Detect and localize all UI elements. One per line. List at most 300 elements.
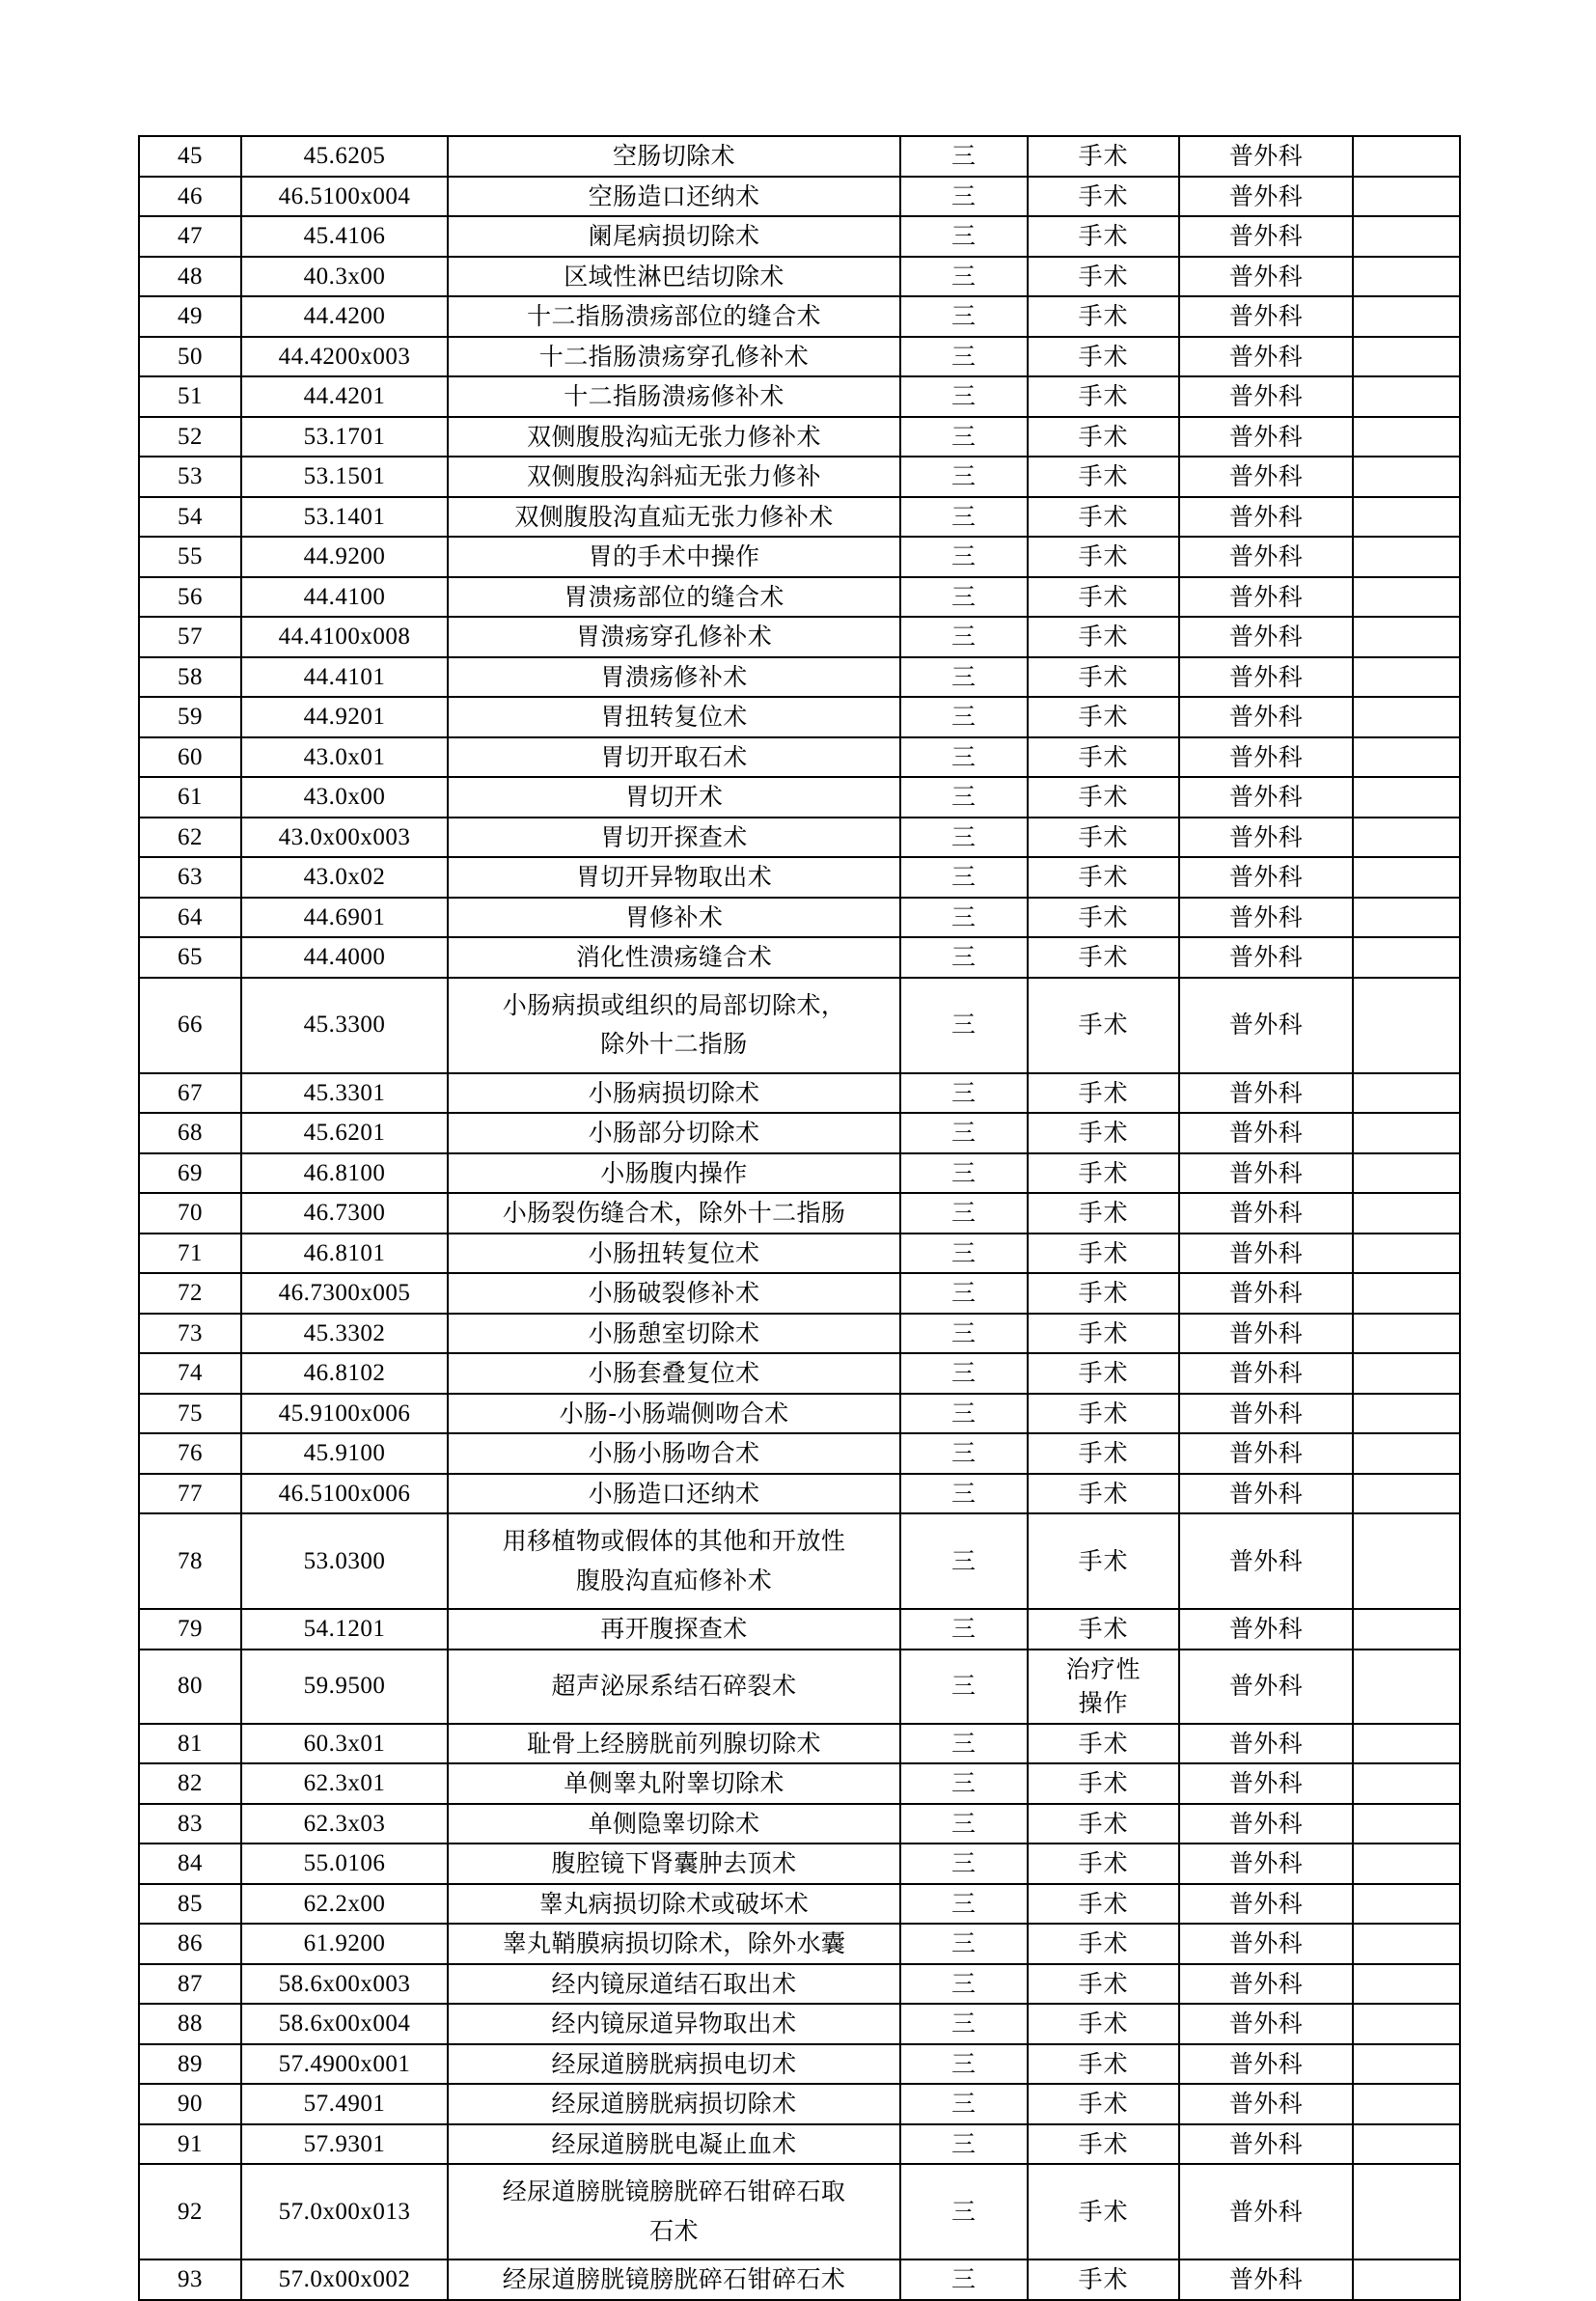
table-row	[139, 1273, 1460, 1314]
procedure-grade-cell: 三	[900, 376, 1028, 417]
procedure-type-cell: 治疗性 操作	[1028, 1650, 1179, 1724]
procedure-name-cell: 小肠部分切除术	[448, 1113, 900, 1153]
procedure-type-cell: 手术	[1028, 296, 1179, 337]
procedure-type-cell: 手术	[1028, 1353, 1179, 1394]
row-index-cell: 64	[139, 898, 241, 938]
remarks-cell	[1353, 978, 1460, 1073]
procedure-name-cell: 小肠裂伤缝合术，除外十二指肠	[448, 1193, 900, 1234]
procedure-type-cell: 手术	[1028, 1804, 1179, 1844]
remarks-cell	[1353, 1353, 1460, 1394]
remarks-cell	[1353, 177, 1460, 217]
department-cell: 普外科	[1179, 1763, 1353, 1804]
procedure-name-cell: 区域性淋巴结切除术	[448, 257, 900, 297]
procedure-type-cell: 手术	[1028, 1394, 1179, 1434]
table-row	[139, 818, 1460, 858]
table-row	[139, 1193, 1460, 1234]
procedure-grade-cell: 三	[900, 257, 1028, 297]
procedure-code-cell: 57.4900x001	[241, 2044, 448, 2085]
procedure-name-cell: 经内镜尿道结石取出术	[448, 1964, 900, 2005]
procedure-code-cell: 40.3x00	[241, 257, 448, 297]
row-index-cell: 87	[139, 1964, 241, 2005]
procedure-type-cell: 手术	[1028, 2259, 1179, 2300]
procedure-type-cell: 手术	[1028, 978, 1179, 1073]
procedure-type-cell: 手术	[1028, 1844, 1179, 1884]
table-row	[139, 2164, 1460, 2259]
procedure-grade-cell: 三	[900, 857, 1028, 898]
remarks-cell	[1353, 1964, 1460, 2005]
procedure-grade-cell: 三	[900, 2124, 1028, 2165]
table-row	[139, 1513, 1460, 1609]
row-index-cell: 78	[139, 1513, 241, 1609]
remarks-cell	[1353, 898, 1460, 938]
procedure-type-cell: 手术	[1028, 777, 1179, 818]
procedure-name-cell: 用移植物或假体的其他和开放性 腹股沟直疝修补术	[448, 1513, 900, 1609]
procedure-code-cell: 61.9200	[241, 1924, 448, 1964]
department-cell: 普外科	[1179, 1474, 1353, 1514]
table-row	[139, 1474, 1460, 1514]
procedure-grade-cell: 三	[900, 537, 1028, 577]
department-cell: 普外科	[1179, 1394, 1353, 1434]
procedure-grade-cell: 三	[900, 1609, 1028, 1650]
procedure-type-cell: 手术	[1028, 737, 1179, 778]
row-index-cell: 48	[139, 257, 241, 297]
procedure-name-cell: 经尿道膀胱病损切除术	[448, 2084, 900, 2124]
procedure-type-cell: 手术	[1028, 1193, 1179, 1234]
table-row	[139, 1394, 1460, 1434]
procedure-name-cell: 阑尾病损切除术	[448, 216, 900, 257]
remarks-cell	[1353, 497, 1460, 538]
remarks-cell	[1353, 457, 1460, 497]
procedure-code-cell: 43.0x00x003	[241, 818, 448, 858]
procedure-code-cell: 45.9100x006	[241, 1394, 448, 1434]
procedure-type-cell: 手术	[1028, 2164, 1179, 2259]
table-row	[139, 417, 1460, 457]
procedure-name-cell: 空肠切除术	[448, 136, 900, 177]
remarks-cell	[1353, 1394, 1460, 1434]
procedure-grade-cell: 三	[900, 417, 1028, 457]
procedure-type-cell: 手术	[1028, 457, 1179, 497]
procedure-type-cell: 手术	[1028, 2004, 1179, 2044]
procedure-name-cell: 单侧睾丸附睾切除术	[448, 1763, 900, 1804]
row-index-cell: 74	[139, 1353, 241, 1394]
procedure-type-cell: 手术	[1028, 657, 1179, 698]
procedure-grade-cell: 三	[900, 216, 1028, 257]
department-cell: 普外科	[1179, 1433, 1353, 1474]
table-row	[139, 2124, 1460, 2165]
procedure-name-cell: 经尿道膀胱镜膀胱碎石钳碎石取 石术	[448, 2164, 900, 2259]
procedure-grade-cell: 三	[900, 1763, 1028, 1804]
procedure-grade-cell: 三	[900, 617, 1028, 657]
procedure-grade-cell: 三	[900, 1273, 1028, 1314]
department-cell: 普外科	[1179, 1609, 1353, 1650]
department-cell: 普外科	[1179, 1314, 1353, 1354]
department-cell: 普外科	[1179, 457, 1353, 497]
department-cell: 普外科	[1179, 1964, 1353, 2005]
procedure-name-cell: 小肠病损或组织的局部切除术， 除外十二指肠	[448, 978, 900, 1073]
procedure-type-cell: 手术	[1028, 1924, 1179, 1964]
row-index-cell: 76	[139, 1433, 241, 1474]
row-index-cell: 45	[139, 136, 241, 177]
procedure-code-cell: 53.0300	[241, 1513, 448, 1609]
procedure-grade-cell: 三	[900, 577, 1028, 618]
procedure-code-cell: 46.8102	[241, 1353, 448, 1394]
row-index-cell: 90	[139, 2084, 241, 2124]
table-row	[139, 457, 1460, 497]
procedure-name-cell: 超声泌尿系结石碎裂术	[448, 1650, 900, 1724]
procedure-grade-cell: 三	[900, 1433, 1028, 1474]
procedure-code-cell: 46.8101	[241, 1234, 448, 1274]
row-index-cell: 82	[139, 1763, 241, 1804]
row-index-cell: 53	[139, 457, 241, 497]
procedure-code-cell: 46.5100x006	[241, 1474, 448, 1514]
procedure-code-cell: 58.6x00x003	[241, 1964, 448, 2005]
procedure-table	[138, 135, 1461, 2301]
procedure-grade-cell: 三	[900, 777, 1028, 818]
table-row	[139, 1073, 1460, 1114]
procedure-type-cell: 手术	[1028, 537, 1179, 577]
procedure-code-cell: 45.4106	[241, 216, 448, 257]
row-index-cell: 54	[139, 497, 241, 538]
table-row	[139, 1153, 1460, 1194]
department-cell: 普外科	[1179, 1844, 1353, 1884]
department-cell: 普外科	[1179, 177, 1353, 217]
procedure-name-cell: 经内镜尿道异物取出术	[448, 2004, 900, 2044]
procedure-code-cell: 62.3x03	[241, 1804, 448, 1844]
procedure-grade-cell: 三	[900, 1474, 1028, 1514]
department-cell: 普外科	[1179, 577, 1353, 618]
remarks-cell	[1353, 376, 1460, 417]
procedure-grade-cell: 三	[900, 177, 1028, 217]
procedure-code-cell: 46.7300x005	[241, 1273, 448, 1314]
procedure-code-cell: 57.9301	[241, 2124, 448, 2165]
procedure-grade-cell: 三	[900, 1073, 1028, 1114]
remarks-cell	[1353, 657, 1460, 698]
table-row	[139, 777, 1460, 818]
row-index-cell: 71	[139, 1234, 241, 1274]
procedure-name-cell: 胃的手术中操作	[448, 537, 900, 577]
procedure-code-cell: 44.6901	[241, 898, 448, 938]
procedure-grade-cell: 三	[900, 2044, 1028, 2085]
procedure-name-cell: 睾丸鞘膜病损切除术，除外水囊	[448, 1924, 900, 1964]
procedure-grade-cell: 三	[900, 1724, 1028, 1764]
table-row	[139, 376, 1460, 417]
procedure-code-cell: 44.9200	[241, 537, 448, 577]
row-index-cell: 49	[139, 296, 241, 337]
procedure-type-cell: 手术	[1028, 417, 1179, 457]
department-cell: 普外科	[1179, 737, 1353, 778]
procedure-name-cell: 十二指肠溃疡修补术	[448, 376, 900, 417]
procedure-name-cell: 小肠造口还纳术	[448, 1474, 900, 1514]
procedure-name-cell: 小肠小肠吻合术	[448, 1433, 900, 1474]
row-index-cell: 85	[139, 1884, 241, 1925]
procedure-type-cell: 手术	[1028, 1724, 1179, 1764]
procedure-type-cell: 手术	[1028, 1113, 1179, 1153]
procedure-grade-cell: 三	[900, 697, 1028, 737]
remarks-cell	[1353, 1724, 1460, 1764]
procedure-name-cell: 胃切开异物取出术	[448, 857, 900, 898]
department-cell: 普外科	[1179, 898, 1353, 938]
procedure-name-cell: 十二指肠溃疡部位的缝合术	[448, 296, 900, 337]
procedure-type-cell: 手术	[1028, 177, 1179, 217]
table-row	[139, 1433, 1460, 1474]
remarks-cell	[1353, 417, 1460, 457]
table-row	[139, 1650, 1460, 1724]
remarks-cell	[1353, 1073, 1460, 1114]
row-index-cell: 57	[139, 617, 241, 657]
procedure-grade-cell: 三	[900, 1844, 1028, 1884]
table-row	[139, 2259, 1460, 2300]
procedure-type-cell: 手术	[1028, 1234, 1179, 1274]
department-cell: 普外科	[1179, 1193, 1353, 1234]
procedure-grade-cell: 三	[900, 2004, 1028, 2044]
remarks-cell	[1353, 737, 1460, 778]
procedure-type-cell: 手术	[1028, 1884, 1179, 1925]
row-index-cell: 46	[139, 177, 241, 217]
remarks-cell	[1353, 1193, 1460, 1234]
procedure-name-cell: 腹腔镜下肾囊肿去顶术	[448, 1844, 900, 1884]
procedure-grade-cell: 三	[900, 1234, 1028, 1274]
row-index-cell: 55	[139, 537, 241, 577]
row-index-cell: 72	[139, 1273, 241, 1314]
department-cell: 普外科	[1179, 216, 1353, 257]
row-index-cell: 60	[139, 737, 241, 778]
procedure-type-cell: 手术	[1028, 857, 1179, 898]
procedure-name-cell: 胃切开探查术	[448, 818, 900, 858]
department-cell: 普外科	[1179, 657, 1353, 698]
row-index-cell: 61	[139, 777, 241, 818]
department-cell: 普外科	[1179, 537, 1353, 577]
procedure-grade-cell: 三	[900, 1513, 1028, 1609]
table-row	[139, 296, 1460, 337]
remarks-cell	[1353, 1650, 1460, 1724]
procedure-grade-cell: 三	[900, 1804, 1028, 1844]
table-row	[139, 216, 1460, 257]
remarks-cell	[1353, 777, 1460, 818]
procedure-code-cell: 57.0x00x013	[241, 2164, 448, 2259]
table-row	[139, 177, 1460, 217]
table-row	[139, 697, 1460, 737]
table-row	[139, 617, 1460, 657]
remarks-cell	[1353, 1609, 1460, 1650]
department-cell: 普外科	[1179, 1234, 1353, 1274]
remarks-cell	[1353, 1234, 1460, 1274]
row-index-cell: 66	[139, 978, 241, 1073]
row-index-cell: 83	[139, 1804, 241, 1844]
department-cell: 普外科	[1179, 777, 1353, 818]
procedure-name-cell: 小肠病损切除术	[448, 1073, 900, 1114]
procedure-type-cell: 手术	[1028, 497, 1179, 538]
row-index-cell: 58	[139, 657, 241, 698]
remarks-cell	[1353, 2124, 1460, 2165]
procedure-code-cell: 62.2x00	[241, 1884, 448, 1925]
remarks-cell	[1353, 136, 1460, 177]
procedure-code-cell: 57.4901	[241, 2084, 448, 2124]
procedure-name-cell: 空肠造口还纳术	[448, 177, 900, 217]
department-cell: 普外科	[1179, 978, 1353, 1073]
remarks-cell	[1353, 1433, 1460, 1474]
remarks-cell	[1353, 257, 1460, 297]
procedure-name-cell: 睾丸病损切除术或破坏术	[448, 1884, 900, 1925]
row-index-cell: 91	[139, 2124, 241, 2165]
row-index-cell: 75	[139, 1394, 241, 1434]
remarks-cell	[1353, 1844, 1460, 1884]
row-index-cell: 69	[139, 1153, 241, 1194]
procedure-name-cell: 双侧腹股沟疝无张力修补术	[448, 417, 900, 457]
department-cell: 普外科	[1179, 257, 1353, 297]
department-cell: 普外科	[1179, 1153, 1353, 1194]
table-row	[139, 577, 1460, 618]
procedure-name-cell: 小肠憩室切除术	[448, 1314, 900, 1354]
department-cell: 普外科	[1179, 2044, 1353, 2085]
department-cell: 普外科	[1179, 2004, 1353, 2044]
procedure-code-cell: 44.4200	[241, 296, 448, 337]
procedure-code-cell: 46.7300	[241, 1193, 448, 1234]
remarks-cell	[1353, 337, 1460, 377]
row-index-cell: 65	[139, 937, 241, 978]
procedure-type-cell: 手术	[1028, 818, 1179, 858]
department-cell: 普外科	[1179, 2259, 1353, 2300]
table-row	[139, 978, 1460, 1073]
procedure-grade-cell: 三	[900, 1113, 1028, 1153]
procedure-type-cell: 手术	[1028, 1609, 1179, 1650]
department-cell: 普外科	[1179, 2124, 1353, 2165]
row-index-cell: 92	[139, 2164, 241, 2259]
department-cell: 普外科	[1179, 1113, 1353, 1153]
row-index-cell: 79	[139, 1609, 241, 1650]
department-cell: 普外科	[1179, 1884, 1353, 1925]
remarks-cell	[1353, 1314, 1460, 1354]
procedure-type-cell: 手术	[1028, 2124, 1179, 2165]
procedure-type-cell: 手术	[1028, 136, 1179, 177]
procedure-grade-cell: 三	[900, 296, 1028, 337]
department-cell: 普外科	[1179, 1513, 1353, 1609]
procedure-grade-cell: 三	[900, 1314, 1028, 1354]
procedure-code-cell: 45.6205	[241, 136, 448, 177]
procedure-grade-cell: 三	[900, 337, 1028, 377]
procedure-name-cell: 小肠扭转复位术	[448, 1234, 900, 1274]
procedure-code-cell: 43.0x01	[241, 737, 448, 778]
department-cell: 普外科	[1179, 1724, 1353, 1764]
remarks-cell	[1353, 537, 1460, 577]
procedure-grade-cell: 三	[900, 1964, 1028, 2005]
procedure-code-cell: 53.1401	[241, 497, 448, 538]
row-index-cell: 93	[139, 2259, 241, 2300]
procedure-code-cell: 58.6x00x004	[241, 2004, 448, 2044]
department-cell: 普外科	[1179, 937, 1353, 978]
procedure-code-cell: 43.0x02	[241, 857, 448, 898]
procedure-name-cell: 双侧腹股沟斜疝无张力修补	[448, 457, 900, 497]
procedure-grade-cell: 三	[900, 2164, 1028, 2259]
procedure-grade-cell: 三	[900, 497, 1028, 538]
procedure-type-cell: 手术	[1028, 1073, 1179, 1114]
procedure-code-cell: 45.3302	[241, 1314, 448, 1354]
department-cell: 普外科	[1179, 497, 1353, 538]
procedure-type-cell: 手术	[1028, 1513, 1179, 1609]
remarks-cell	[1353, 1804, 1460, 1844]
remarks-cell	[1353, 818, 1460, 858]
department-cell: 普外科	[1179, 1353, 1353, 1394]
procedure-type-cell: 手术	[1028, 376, 1179, 417]
remarks-cell	[1353, 2084, 1460, 2124]
row-index-cell: 52	[139, 417, 241, 457]
department-cell: 普外科	[1179, 2164, 1353, 2259]
procedure-code-cell: 57.0x00x002	[241, 2259, 448, 2300]
row-index-cell: 73	[139, 1314, 241, 1354]
remarks-cell	[1353, 2259, 1460, 2300]
department-cell: 普外科	[1179, 296, 1353, 337]
procedure-grade-cell: 三	[900, 1353, 1028, 1394]
procedure-grade-cell: 三	[900, 657, 1028, 698]
table-row	[139, 1353, 1460, 1394]
procedure-type-cell: 手术	[1028, 577, 1179, 618]
procedure-name-cell: 胃溃疡穿孔修补术	[448, 617, 900, 657]
table-row	[139, 657, 1460, 698]
department-cell: 普外科	[1179, 1273, 1353, 1314]
remarks-cell	[1353, 216, 1460, 257]
remarks-cell	[1353, 2044, 1460, 2085]
table-row	[139, 1724, 1460, 1764]
remarks-cell	[1353, 2004, 1460, 2044]
procedure-grade-cell: 三	[900, 898, 1028, 938]
row-index-cell: 70	[139, 1193, 241, 1234]
procedure-grade-cell: 三	[900, 937, 1028, 978]
procedure-type-cell: 手术	[1028, 697, 1179, 737]
row-index-cell: 86	[139, 1924, 241, 1964]
table-row	[139, 1314, 1460, 1354]
table-row	[139, 257, 1460, 297]
procedure-name-cell: 双侧腹股沟直疝无张力修补术	[448, 497, 900, 538]
procedure-name-cell: 胃扭转复位术	[448, 697, 900, 737]
procedure-code-cell: 43.0x00	[241, 777, 448, 818]
procedure-grade-cell: 三	[900, 2259, 1028, 2300]
table-row	[139, 857, 1460, 898]
procedure-grade-cell: 三	[900, 1193, 1028, 1234]
procedure-code-cell: 44.4201	[241, 376, 448, 417]
procedure-name-cell: 胃切开取石术	[448, 737, 900, 778]
procedure-name-cell: 小肠套叠复位术	[448, 1353, 900, 1394]
procedure-code-cell: 44.4100	[241, 577, 448, 618]
remarks-cell	[1353, 1474, 1460, 1514]
department-cell: 普外科	[1179, 417, 1353, 457]
table-row	[139, 737, 1460, 778]
procedure-grade-cell: 三	[900, 737, 1028, 778]
department-cell: 普外科	[1179, 1650, 1353, 1724]
table-row	[139, 2044, 1460, 2085]
department-cell: 普外科	[1179, 857, 1353, 898]
department-cell: 普外科	[1179, 136, 1353, 177]
procedure-code-cell: 53.1701	[241, 417, 448, 457]
procedure-type-cell: 手术	[1028, 1964, 1179, 2005]
procedure-name-cell: 单侧隐睾切除术	[448, 1804, 900, 1844]
procedure-grade-cell: 三	[900, 457, 1028, 497]
remarks-cell	[1353, 937, 1460, 978]
procedure-code-cell: 44.4100x008	[241, 617, 448, 657]
row-index-cell: 80	[139, 1650, 241, 1724]
procedure-grade-cell: 三	[900, 136, 1028, 177]
procedure-code-cell: 53.1501	[241, 457, 448, 497]
table-row	[139, 1609, 1460, 1650]
row-index-cell: 51	[139, 376, 241, 417]
procedure-name-cell: 胃切开术	[448, 777, 900, 818]
department-cell: 普外科	[1179, 1073, 1353, 1114]
table-row	[139, 337, 1460, 377]
procedure-name-cell: 小肠破裂修补术	[448, 1273, 900, 1314]
remarks-cell	[1353, 697, 1460, 737]
remarks-cell	[1353, 1153, 1460, 1194]
table-row	[139, 1234, 1460, 1274]
remarks-cell	[1353, 296, 1460, 337]
procedure-type-cell: 手术	[1028, 617, 1179, 657]
